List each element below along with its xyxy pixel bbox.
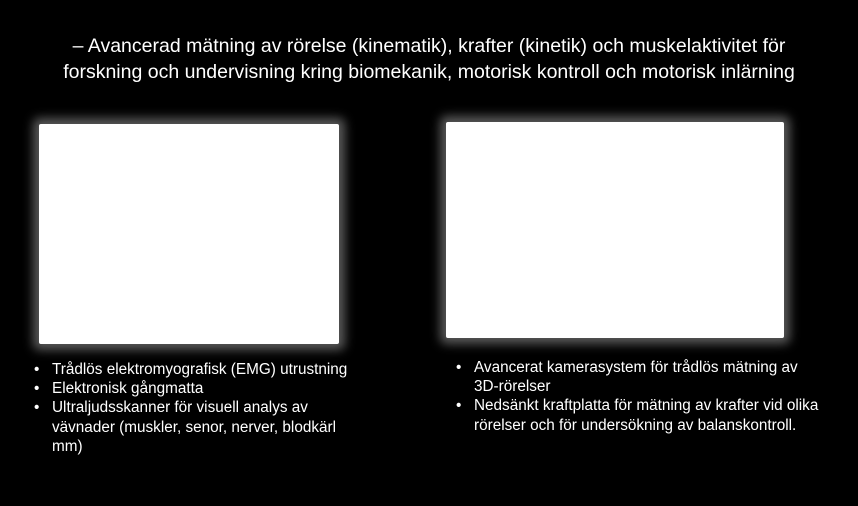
bullet-item: • Trådlös elektromyografisk (EMG) utrustning [34,360,364,379]
left-image-placeholder [39,124,339,344]
right-image-placeholder [446,122,784,338]
bullet-item: • Avancerat kamerasystem för trådlös mätning av 3D-rörelser [456,358,826,396]
bullet-item: • Elektronisk gångmatta [34,379,364,398]
header-line-2: forskning och undervisning kring biomekanik, motorisk kontroll och motorisk inlärning [63,61,795,83]
header-line-1: – Avancerad mätning av rörelse (kinematik), krafter (kinetik) och muskelaktivitet för [72,35,786,57]
slide-header [10,33,848,85]
left-bullet-list [34,360,364,456]
bullet-item: • Nedsänkt kraftplatta för mätning av krafter vid olika rörelser och för undersökning av balanskontroll. [456,396,826,434]
bullet-item: • Ultraljudsskanner för visuell analys av vävnader (muskler, senor, nerver, blodkärl mm) [34,398,364,456]
right-bullet-list [456,358,826,435]
